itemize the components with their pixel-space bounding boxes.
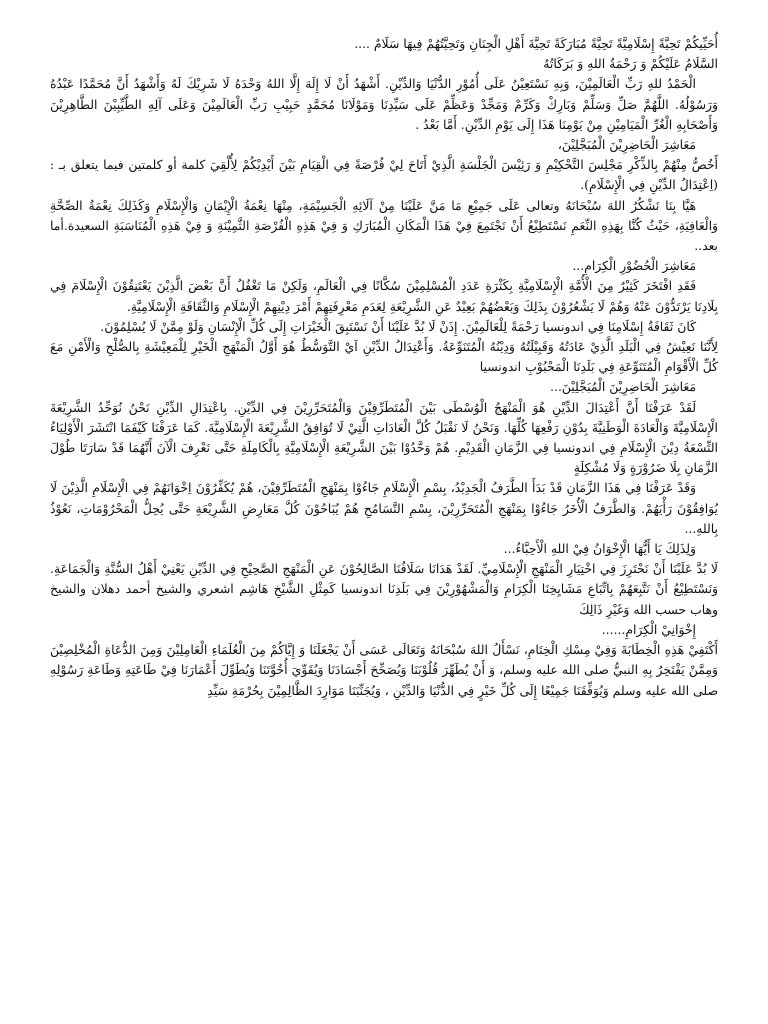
- body-paragraph: لَقَدْ عَرَفْنَا أَنَّ أَعْتِدَالَ الدِّيْنِ هُوَ الْمَنْهَجُ الْوُسْطَى بَيْنَ الْمُتَطَرِّفِيْنَ وَالْمُتَحَرِّرِيْنَ فِي الدِّيْنِ. بِاعْتِدَالِ الدِّيْنِ نَحْنُ نُوَحِّدُ الشَّرِيْعَةَ الْإِسْلَامِيَّةَ وَالْعَادَةَ الْوَطَنِيَّةَ بِدُوْنِ رَفْعِهَا كُلِّهَا. وَنَحْنُ لَا نَقْبَلُ كُلَّ الْعَادَاتِ الَّتِيْ لَا تُوَافِقُ الشَّرِيْعَةَ الْإِسْلَامِيَّةَ. كَمَا عَرَفْنَا كَيْفَمَا انْتَشَرَ الْأَوْلِيَاءُ التِّسْعَةُ دِيْنَ الْإِسْلَامِ فِي اندونسيا فِي الزَّمَانِ الْقَدِيْمِ. هُمْ وَحَّدُوْا بَيْنَ الشَّرِيْعَةِ الْإِسْلَامِيَّةِ بِالْكَامِلَةِ حَتَّى نَعْرِفَ الْآنَ أَنَّهُمَا قَدْ سَارَتَا طُوْلَ الزَّمَانِ بِلَا ضَرُوْرَةٍ وَلَا مُشْكِلَةٍ: [50, 399, 718, 476]
- body-paragraph: كَانَ ثَقَافَةُ إِسْلَامِنَا فِي اندونسيا رَحْمَةً لِلْعَالَمِيْنَ. إِذَنْ لَا بُدَّ عَلَيْنَا أَنْ نَسْتَبِقَ الْخَيْرَاتِ إِلَى كُلِّ الْإِنْسَانِ وَلَوْ مِمَّنْ لَا يُسْلِمُوْنَ.: [100, 318, 696, 334]
- closing-paragraph: أَكْتَفِيْ هَذِهِ الْخِطَابَةَ وَفِيْ مِسْكِ الْخِتَامِ، نَسْأَلُ اللهَ سُبْحَانَهُ وَتَعَالَى عَسَى أَنْ يَجْعَلَنَا وَ إِيَّاكُمْ مِنَ الْعُلَمَاءِ الْعَامِلِيْنَ وَمِنَ الدُّعَاةِ الْمُخْلِصِيْنَ وَمِمَّنْ يَفْتَخِرُ بِهِ النبيُّ صلى الله عليه وسلم، وَ أَنْ يُطَهِّرَ قُلُوْبَنَا وَيُصَحِّحَ أَجْسَادَنَا وَيُقَوِّيَ أُخُوَّتَنَا وَيُطَوِّلَ أَعْمَارَنَا فِيْ طَاعَتِهِ وَطَاعَةِ رَسُوْلِهِ صلى الله عليه وسلم وَيُوَفِّقَنَا جَمِيْعًا إِلَى كُلِّ خَيْرٍ فِي الدُّنْيَا وَالدِّيْنِ ، وَيُجَنِّبَنَا مَوَارِدَ الظَّالِمِيْنَ بِحُرْمَةِ سَيِّدِ: [50, 642, 718, 698]
- body-paragraph: فَقَدِ افْتَخَرَ كَثِيْرٌ مِنَ الْأُمَّةِ الْإِسْلَامِيَّةِ بِكَثْرَةِ عَدَدِ الْمُسْلِمِيْنَ سُكَّانًا فِي الْعَالَمِ، وَلَكِنْ مَا تَغْفُلُ أَنَّ بَعْضَ الَّذِيْنَ يَعْتَنِقُوْنَ الْإِسْلَامَ فِي بِلَادِنَا يَرْتَدُّوْنَ عَنْهُ وَهُمْ لَا يَشْعُرُوْنَ بِذَلِكَ وَبَعْضُهُمْ بَعِيْدٌ عَنِ الشَّرِيْعَةِ لِعَدَمِ مَعْرِفَتِهِمْ أَمْرَ دِيْنِهِمْ الْإِسْلَامِ وَالثَّقَافَةِ الْإِسْلَامِيَّةِ.: [50, 278, 718, 314]
- audience-address-heading: مَعَاشِرَ الْحَاضِرِيْنَ الْمُبَجَّلِيْنَ،: [557, 137, 696, 153]
- audience-address-heading: مَعَاشِرَ الْحُضُوْرِ الْكِرَامِ...: [572, 258, 696, 274]
- body-paragraph: وَقَدْ عَرَفْنَا فِي هَذَا الزَّمَانِ قَدْ بَدَأَ الطَّرَفُ الْجَدِيْدُ، بِسْمِ الْإِسْلَامِ جَاءُوْا بِمَنْهَجِ الْمُتَطَرِّفِيْنَ، هُمْ يُكَفِّرُوْنَ اِخْوَانَهُمْ فِي الْإِسْلَامِ الَّذِيْنَ لَا يُوَافِقُوْنَ رَأْيَهُمْ. وَالطَّرَفُ الْأُخَرُ جَاءُوْا بِمَنْهَجِ الْمُتَحَرِّرِيْنَ، بِسْمِ التَّسَامُحِ هُمْ يُبَاحُوْنَ كُلَّ مَعَارِضِ الشَّرِيْعَةِ حَتَّى يُحِلُّ الْمَحْرُوْمَاتِ، نَعُوْذُ بِاللهِ...: [50, 480, 719, 536]
- salam-line: السَّلَامُ عَلَيْكُمْ وَ رَحْمَةُ اللهِ وَ بَرَكَاتُهُ: [543, 56, 718, 72]
- opening-praise-paragraph: الْحَمْدُ للهِ رَبِّ الْعَالَمِيْنَ، وَبِهِ نَسْتَعِيْنُ عَلَى أُمُوْرِ الدُّنْيَا وَالدِّيْنِ. أَشْهَدُ أَنْ لَا إِلَهَ إِلَّا اللهُ وَحْدَهُ لَا شَرِيْكَ لَهُ وَأَشْهَدُ أَنَّ مُحَمَّدًا عَبْدُهُ وَرَسُوْلُهُ. اللَّهُمَّ صَلِّ وَسَلِّمْ وَبَارِكْ وَكَرِّمْ وَمَجِّدْ وَعَظِّمْ عَلَى سَيِّدِنَا وَمَوْلَانَا مُحَمَّدٍ حَبِيْبِ رَبِّ الْعَالَمِيْنَ وَعَلَى آلِهِ الطَّيِّبِيْنَ الطَّاهِرِيْنَ وَأَصْحَابِهِ الْغُرِّ الْمَيَامِيْنِ مِنْ يَوْمِنَا هَذَا إِلَى يَوْمِ الدِّيْنِ. أَمَّا بَعْدُ .: [50, 76, 718, 132]
- body-paragraph: لَا بُدَّ عَلَيْنَا أَنْ نَحْتَرِزَ فِي اخْتِيَارِ الْمَنْهَجِ الْإِسْلَامِيِّ. لَقَدْ هَدَانَا سَلَافُنَا الصَّالِحُوْنَ عَنِ الْمَنْهَجِ الصَّحِيْحِ فِي الدِّيْنِ يَعْنِيْ أَهْلُ السُّنَّةِ وَالْجَمَاعَةِ. وَنَسْتَطِيْعُ أَنْ نَتَّبِعَهُمْ بِاتِّبَاعِ مَشَايِخِنَا الْكِرَامِ وَالْمَشْهُوْرِيْنَ فِي بَلَدِنَا اندونسيا كَمِثْلِ الشَّيْخِ هَاشِم اشعري والشيخ أحمد دهلان والشيخ وهاب حسب الله وَغَيْرِ ذَالِكَ: [50, 561, 718, 617]
- audience-address-heading: إِخْوَانِيْ الْكِرَامِ......: [601, 621, 696, 637]
- committee-acknowledgement-paragraph: أَخُصُّ مِنْهُمْ بِالذِّكْرِ مَجْلِسَ التَّحْكِيْمِ وَ رَئِيْسَ الْجَلْسَةِ الَّذِيْ أَتَاحَ لِيْ فُرْصَةً فِي الْقِيَامِ بَيْنَ أَيْدِيْكُمْ لِأُلْقِيَ كلمة أو كلمتين فيما يتعلق بـ : (اِعْتِدَالُ الدِّيْنِ فِي الْإِسْلَامِ).: [50, 157, 718, 193]
- gratitude-paragraph: هَيَّا بِنَا نَشْكُرُ اللهَ سُبْحَانَهُ وتعالى عَلَى جَمِيْعِ مَا مَنَّ عَلَيْنَا مِنْ آلَائِهِ الْجَسِيْمَةِ، مِنْهَا نِعْمَةُ الْإِيْمَانِ وَالْإِسْلَامِ وَكَذَلِكَ نِعْمَةُ الصِّحَّةِ وَالْعَافِيَةِ، حَيْثُ كُنَّا بِهَذِهِ النِّعَمِ نَسْتَطِيْعُ أَنْ نَجْتَمِعَ فِيْ هَذَا الْمَكَانِ الْمُبَارَكِ وَ فِيْ هَذِهِ الْفُرْصَةِ الثَّمِيْنَةِ وَ فِيْ هَذِهِ الْمُنَاسَبَةِ السعيدة.أما بعد..: [50, 197, 718, 254]
- body-paragraph: لِأَنَّنَا نَعِيْشُ فِي الْبَلَدِ الَّذِيْ عَادَتُهُ وَقَبِيْلَتُهُ وَدِيْنُهُ الْمُتَنَوِّعَةُ. وَأَعْتِدَالُ الدِّيْنِ اَيْ التَّوَسُّطُ هُوَ أَوَّلُ الْمَنْهَجِ الْخَيْرِ لِلْمَعِيْشَةِ بِالصُّلْحِ وَالْأَمْنِ مَعَ كُلِّ الْأَقْوَامِ الْمُتَنَوِّعَةِ فِي بَلَدِنَا الْمَحْبُوْبِ اندونسيا: [50, 339, 718, 375]
- audience-address-heading: مَعَاشِرَ الْحَاضِرِيْنَ الْمُبَجَّلِيْنَ...: [550, 379, 696, 395]
- greeting-line: أُحَيِّيكُمْ تَحِيَّةً إِسْلَامِيَّةً تَحِيَّةً مُبَارَكَةً تَحِيَّةَ أَهْلِ الْجِنَانِ وَتَحِيَّتُهُمْ فِيهَا سَلَامٌ ....: [354, 36, 718, 51]
- audience-address-heading: وَلِذَلِكَ يَا أَيُّهَا الْإِخْوَانُ فِيْ اللهِ الْأَحِبَّاءُ...: [503, 541, 696, 557]
